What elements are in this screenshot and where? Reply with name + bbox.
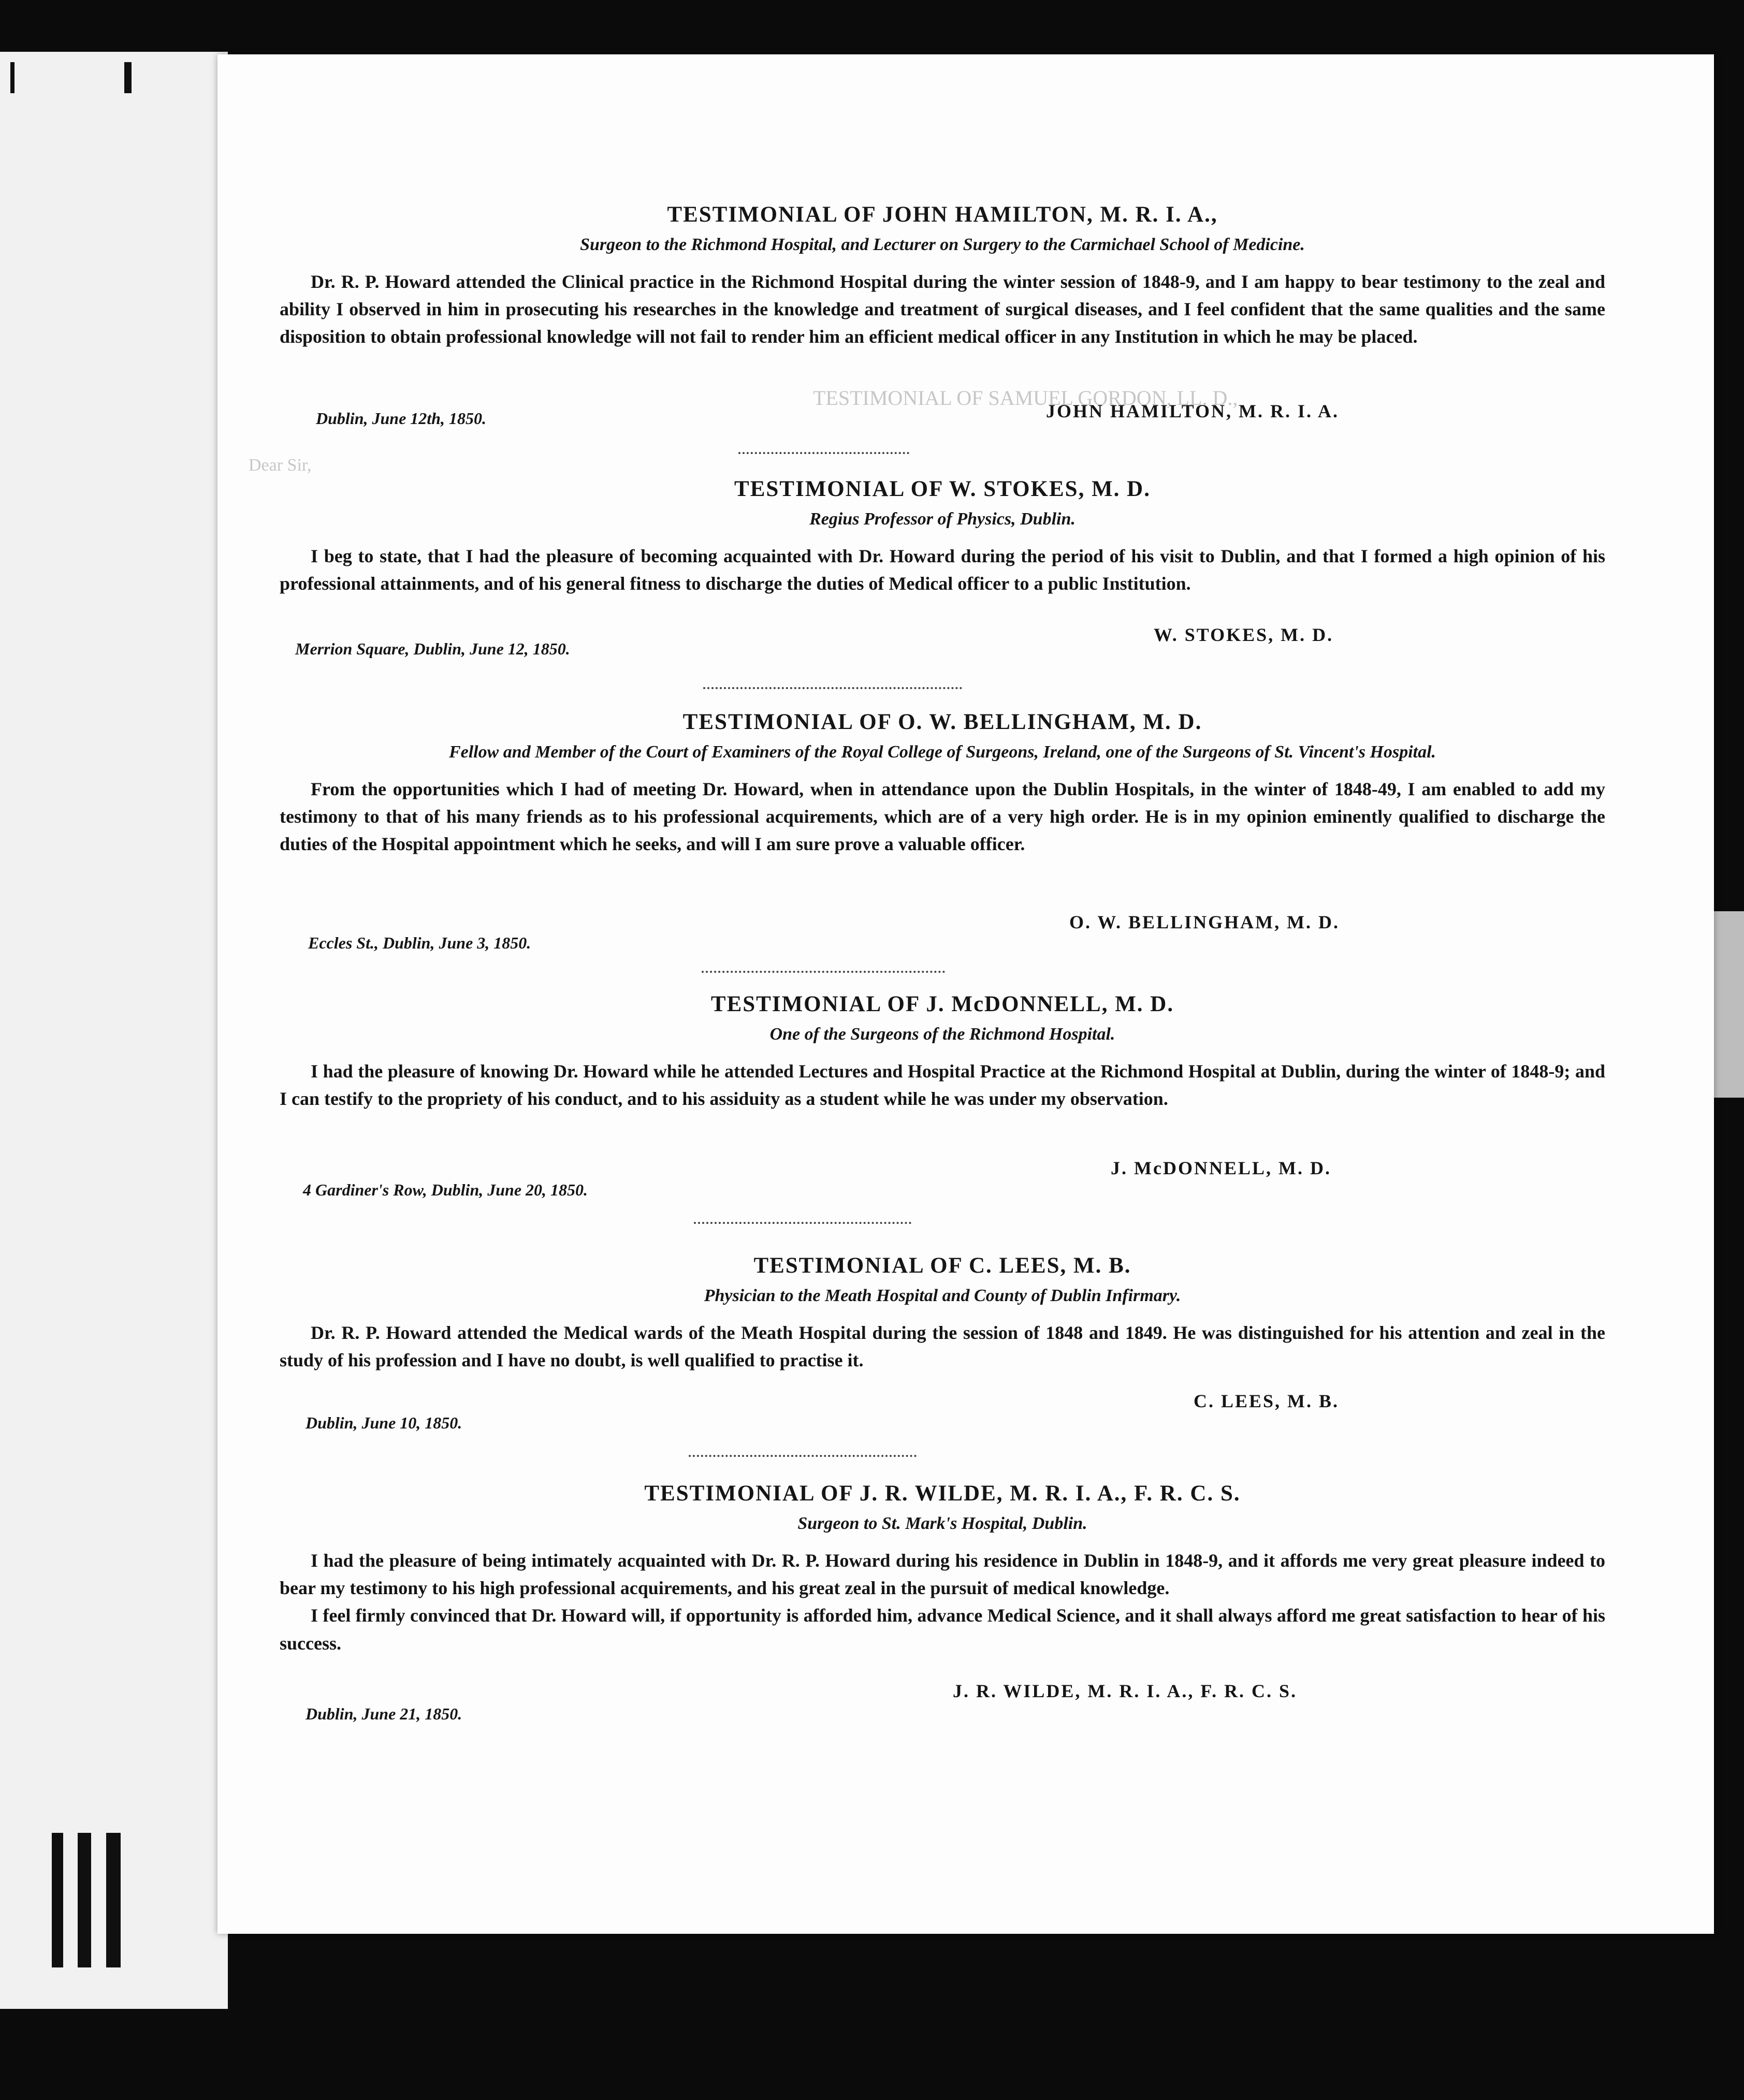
testimonial-mcdonnell xyxy=(280,991,1605,1113)
testimonial-signature: W. STOKES, M. D. xyxy=(1154,624,1334,645)
scanner-margin-left xyxy=(0,52,228,2009)
margin-mark xyxy=(78,1833,91,1967)
testimonial-paragraph: I feel firmly convinced that Dr. Howard will, if opportunity is afforded him, advance Medical Science, and it shall always afford me great satisfaction to hear of his success. xyxy=(280,1605,1605,1654)
bleed-through-salutation: Dear Sir, xyxy=(249,456,312,475)
margin-mark xyxy=(106,1833,121,1967)
section-divider xyxy=(694,1222,911,1224)
testimonial-subtitle: Surgeon to St. Mark's Hospital, Dublin. xyxy=(797,1514,1087,1533)
testimonial-paragraph: I had the pleasure of being intimately acquainted with Dr. R. P. Howard during his residence in Dublin in 1848-9, and it affords me very great pleasure indeed to bear my testimony to his high professional acquirements, and his great zeal in the pursuit of medical knowledge. xyxy=(280,1550,1605,1599)
testimonial-date: Eccles St., Dublin, June 3, 1850. xyxy=(308,934,531,952)
testimonial-date: Dublin, June 21, 1850. xyxy=(306,1704,462,1723)
testimonial-subtitle: Surgeon to the Richmond Hospital, and Lecturer on Surgery to the Carmichael School of Medicine. xyxy=(580,235,1305,254)
testimonial-title: TESTIMONIAL OF C. LEES, M. B. xyxy=(753,1253,1131,1278)
testimonial-paragraph: Dr. R. P. Howard attended the Medical wards of the Meath Hospital during the session of 1848 and 1849. He was distinguished for his attention and zeal in the study of his profession and I have no doubt, is well qualified to practise it. xyxy=(280,1322,1605,1371)
testimonial-paragraph: From the opportunities which I had of meeting Dr. Howard, when in attendance upon the Dublin Hospitals, in the winter of 1848-49, I am enabled to add my testimony to that of his many friends as to his professional acquirements, which are of a very high order. He is in my opinion eminently qualified to discharge the duties of the Hospital appointment which he seeks, and will I am sure prove a valuable officer. xyxy=(280,778,1605,855)
section-divider xyxy=(738,452,909,454)
testimonial-body xyxy=(280,268,1605,351)
testimonial-stokes xyxy=(280,476,1605,597)
testimonial-signature: J. McDONNELL, M. D. xyxy=(1111,1158,1331,1178)
testimonial-subtitle: Physician to the Meath Hospital and County of Dublin Infirmary. xyxy=(704,1286,1181,1305)
testimonial-body xyxy=(280,1058,1605,1113)
section-divider xyxy=(689,1455,917,1457)
bleed-through-title: TESTIMONIAL OF SAMUEL GORDON, LL. D., xyxy=(813,386,1238,410)
testimonial-date: Merrion Square, Dublin, June 12, 1850. xyxy=(295,639,570,658)
testimonial-body xyxy=(280,543,1605,598)
testimonial-signature: C. LEES, M. B. xyxy=(1194,1391,1340,1411)
testimonial-date: 4 Gardiner's Row, Dublin, June 20, 1850. xyxy=(303,1180,588,1199)
testimonial-paragraph: I beg to state, that I had the pleasure of becoming acquainted with Dr. Howard during the period of his visit to Dublin, and that I formed a high opinion of his professional attainments, and of his general fitness to discharge the duties of Medical officer to a public Institution. xyxy=(280,545,1605,594)
testimonial-title: TESTIMONIAL OF JOHN HAMILTON, M. R. I. A., xyxy=(667,202,1218,227)
margin-mark xyxy=(52,1833,63,1967)
testimonial-title: TESTIMONIAL OF J. McDONNELL, M. D. xyxy=(710,992,1174,1016)
testimonial-title: TESTIMONIAL OF J. R. WILDE, M. R. I. A., F. R. C. S. xyxy=(644,1481,1241,1506)
testimonial-title: TESTIMONIAL OF O. W. BELLINGHAM, M. D. xyxy=(682,710,1202,734)
testimonial-body xyxy=(280,776,1605,858)
testimonial-title: TESTIMONIAL OF W. STOKES, M. D. xyxy=(734,477,1151,501)
section-divider xyxy=(702,971,945,973)
testimonial-subtitle: Regius Professor of Physics, Dublin. xyxy=(809,509,1076,529)
document-page xyxy=(217,54,1714,1934)
testimonial-hamilton xyxy=(280,202,1605,351)
testimonial-wilde xyxy=(280,1481,1605,1657)
testimonial-bellingham xyxy=(280,709,1605,858)
section-divider xyxy=(703,687,962,689)
testimonial-subtitle: One of the Surgeons of the Richmond Hospital. xyxy=(769,1025,1115,1044)
testimonial-signature: O. W. BELLINGHAM, M. D. xyxy=(1069,912,1340,932)
testimonial-body xyxy=(280,1547,1605,1657)
testimonial-date: Dublin, June 10, 1850. xyxy=(306,1413,462,1432)
testimonial-signature: JOHN HAMILTON, M. R. I. A. xyxy=(1046,401,1340,421)
testimonial-lees xyxy=(280,1253,1605,1374)
margin-mark xyxy=(10,62,14,93)
margin-mark xyxy=(124,62,132,93)
testimonial-signature: J. R. WILDE, M. R. I. A., F. R. C. S. xyxy=(953,1681,1298,1701)
testimonial-body xyxy=(280,1319,1605,1375)
testimonial-paragraph: Dr. R. P. Howard attended the Clinical practice in the Richmond Hospital during the winter session of 1848-9, and I am happy to bear testimony to the zeal and ability I observed in him in prosecuting his researches in the knowledge and treatment of surgical diseases, and I feel confident that the same qualities and the same disposition to obtain professional knowledge will not fail to render him an efficient medical officer in any Institution in which he may be placed. xyxy=(280,271,1605,347)
testimonial-paragraph: I had the pleasure of knowing Dr. Howard while he attended Lectures and Hospital Practice at the Richmond Hospital at Dublin, during the winter of 1848-9; and I can testify to the propriety of his conduct, and to his assiduity as a student while he was under my observation. xyxy=(280,1060,1605,1110)
testimonial-date: Dublin, June 12th, 1850. xyxy=(316,409,486,428)
testimonial-subtitle: Fellow and Member of the Court of Examiners of the Royal College of Surgeons, Ireland, one of the Surgeons of St. Vincent's Hospital. xyxy=(448,742,1436,762)
